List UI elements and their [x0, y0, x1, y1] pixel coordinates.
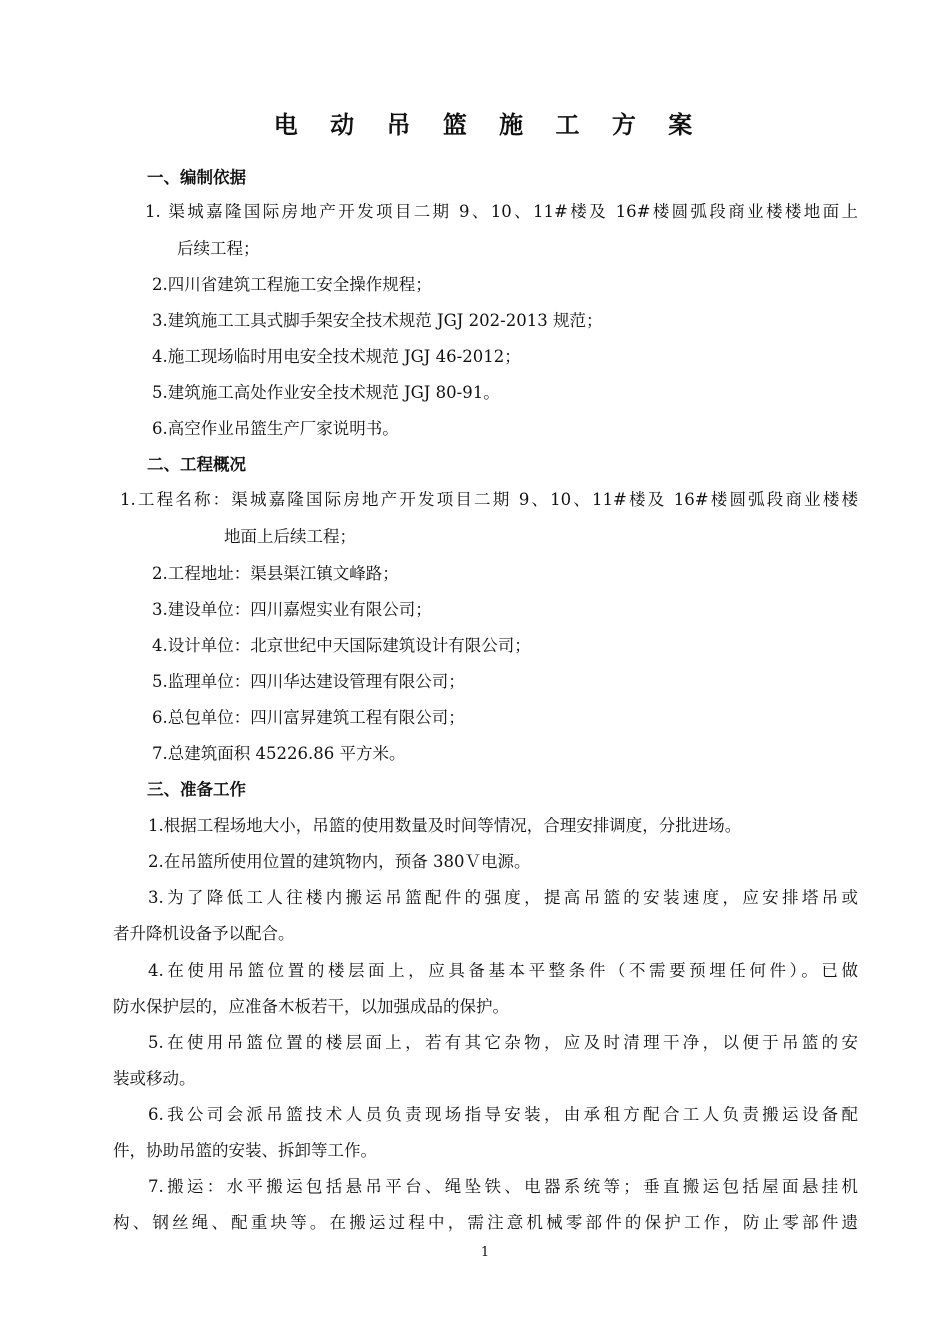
basis-item-4: 4.施工现场临时用电安全技术规范 JGJ 46-2012；	[152, 347, 521, 366]
overview-item-1-cont: 地面上后续工程；	[224, 527, 356, 546]
basis-item-1: 1. 渠城嘉隆国际房地产开发项目二期 9、10、11#楼及 16#楼圆弧段商业楼楼地面上	[145, 202, 858, 221]
prep-item-7-cont: 构、钢丝绳、配重块等。在搬运过程中，需注意机械零部件的保护工作，防止零部件遗	[113, 1213, 858, 1232]
overview-item-5: 5.监理单位：四川华达建设管理有限公司；	[152, 672, 465, 691]
prep-item-7: 7.搬运：水平搬运包括悬吊平台、绳坠铁、电器系统等；垂直搬运包括屋面悬挂机	[148, 1177, 858, 1196]
prep-item-4-cont: 防水保护层的，应准备木板若干，以加强成品的保护。	[113, 997, 509, 1016]
section-heading-basis: 一、编制依据	[147, 168, 246, 187]
overview-item-6: 6.总包单位：四川富昇建筑工程有限公司；	[152, 708, 465, 727]
prep-item-1: 1.根据工程场地大小，吊篮的使用数量及时间等情况，合理安排调度，分批进场。	[148, 816, 742, 835]
prep-item-2: 2.在吊篮所使用位置的建筑物内，预备 380Ｖ电源。	[148, 852, 531, 871]
prep-item-3-cont: 者升降机设备予以配合。	[113, 924, 295, 943]
overview-item-1: 1.工程名称：渠城嘉隆国际房地产开发项目二期 9、10、11#楼及 16#楼圆弧段商业楼楼	[120, 490, 858, 509]
prep-item-6-cont: 件，协助吊篮的安装、拆卸等工作。	[113, 1141, 377, 1160]
basis-item-6: 6.高空作业吊篮生产厂家说明书。	[152, 419, 399, 438]
overview-item-7: 7.总建筑面积 45226.86 平方米。	[152, 744, 406, 763]
prep-item-3: 3.为了降低工人往楼内搬运吊篮配件的强度，提高吊篮的安装速度，应安排塔吊或	[148, 888, 858, 907]
overview-item-3: 3.建设单位：四川嘉煜实业有限公司；	[152, 600, 432, 619]
overview-item-2: 2.工程地址：渠县渠江镇文峰路；	[152, 564, 399, 583]
basis-item-3: 3.建筑施工工具式脚手架安全技术规范 JGJ 202-2013 规范；	[152, 311, 603, 330]
basis-item-2: 2.四川省建筑工程施工安全操作规程；	[152, 275, 432, 294]
page-number: 1	[480, 1245, 490, 1260]
basis-item-1-cont: 后续工程；	[177, 239, 260, 258]
prep-item-5: 5.在使用吊篮位置的楼层面上，若有其它杂物，应及时清理干净，以便于吊篮的安	[148, 1033, 858, 1052]
section-heading-preparation: 三、准备工作	[147, 780, 246, 799]
prep-item-5-cont: 装或移动。	[113, 1069, 196, 1088]
overview-item-4: 4.设计单位：北京世纪中天国际建筑设计有限公司；	[152, 636, 531, 655]
section-heading-overview: 二、工程概况	[147, 455, 246, 474]
prep-item-6: 6.我公司会派吊篮技术人员负责现场指导安装，由承租方配合工人负责搬运设备配	[148, 1105, 858, 1124]
document-title: 电 动 吊 篮 施 工 方 案	[273, 111, 705, 139]
prep-item-4: 4.在使用吊篮位置的楼层面上，应具备基本平整条件（不需要预埋任何件）。已做	[148, 961, 858, 980]
basis-item-5: 5.建筑施工高处作业安全技术规范 JGJ 80-91。	[152, 383, 500, 402]
